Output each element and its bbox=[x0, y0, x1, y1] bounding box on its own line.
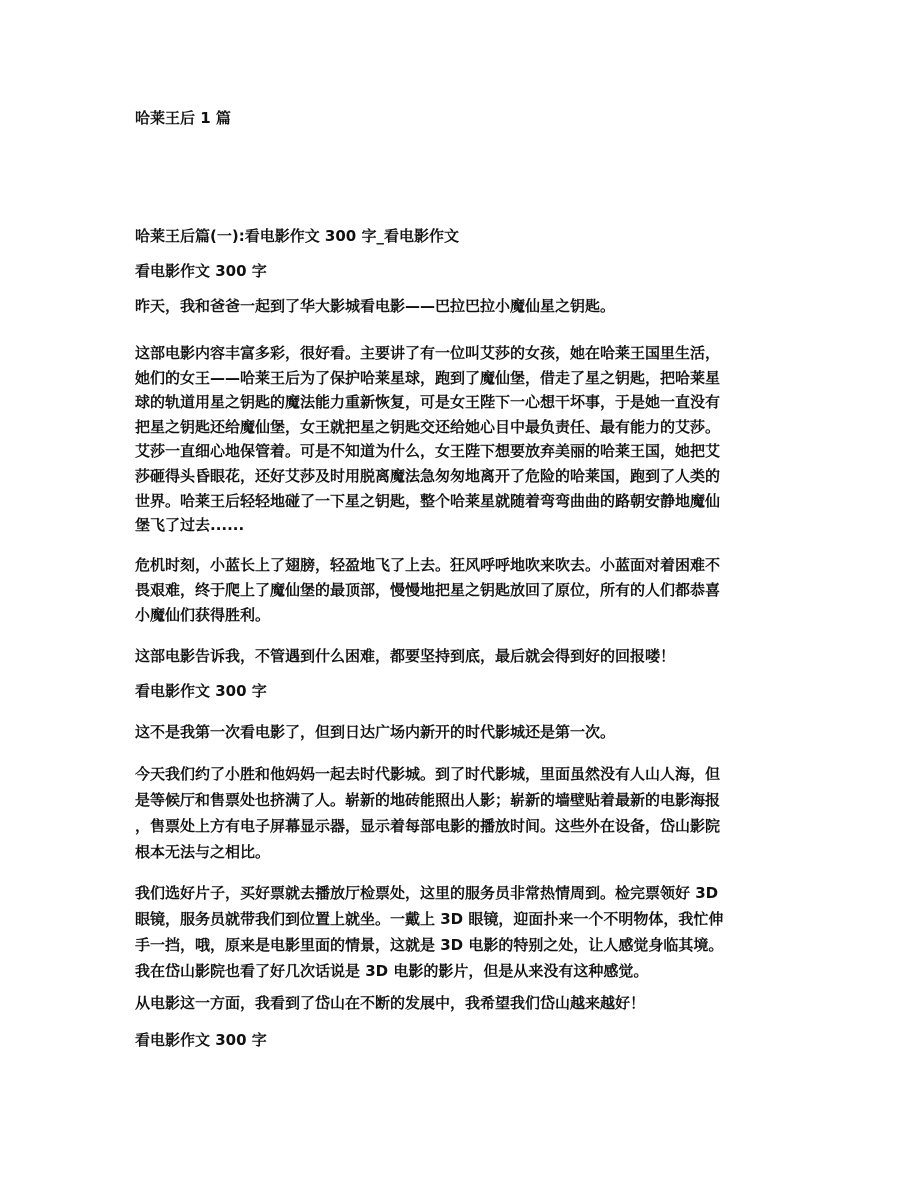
text-line: 眼镜，服务员就带我们到位置上就坐。一戴上 3D 眼镜，迎面扑来一个不明物体，我忙伸 bbox=[135, 910, 724, 928]
paragraph-7 bbox=[135, 880, 815, 984]
text-line: 畏艰难，终于爬上了魔仙堡的最顶部，慢慢地把星之钥匙放回了原位，所有的人们都恭喜 bbox=[135, 581, 721, 599]
text-line: 世界。哈莱王后轻轻地碰了一下星之钥匙，整个哈莱星就随着弯弯曲曲的路朝安静地魔仙 bbox=[135, 491, 721, 510]
text-line: 手一挡，哦，原来是电影里面的情景，这就是 3D 电影的特别之处，让人感觉身临其境。 bbox=[135, 936, 724, 954]
paragraph-5 bbox=[135, 720, 815, 745]
paragraph-6 bbox=[135, 761, 815, 865]
paragraph-8 bbox=[135, 991, 815, 1016]
text-line: 今天我们约了小胜和他妈妈一起去时代影城。到了时代影城，里面虽然没有人山人海，但 bbox=[135, 765, 721, 783]
text-line: 危机时刻，小蓝长上了翅膀，轻盈地飞了上去。狂风呼呼地吹来吹去。小蓝面对着困难不 bbox=[135, 556, 721, 574]
text-line: 小魔仙们获得胜利。 bbox=[135, 606, 271, 624]
text-line: 球的轨道用星之钥匙的魔法能力重新恢复，可是女王陛下一心想干坏事，于是她一直没有 bbox=[135, 393, 721, 412]
text-line: 我在岱山影院也看了好几次话说是 3D 电影的影片，但是从来没有这种感觉。 bbox=[135, 962, 649, 980]
text-line: 艾莎一直细心地保管着。可是不知道为什么，女王陛下想要放弃美丽的哈莱王国，她把艾 bbox=[135, 442, 721, 461]
section-title: 哈莱王后篇(一):看电影作文 300 字_看电影作文 bbox=[135, 227, 459, 245]
text-line: 这不是我第一次看电影了，但到日达广场内新开的时代影城还是第一次。 bbox=[135, 723, 616, 741]
subtitle: 看电影作文 300 字 bbox=[135, 1031, 267, 1049]
text-line: 她们的女王——哈莱王后为了保护哈莱星球，跑到了魔仙堡，借走了星之钥匙，把哈莱星 bbox=[135, 368, 721, 387]
text-line: 从电影这一方面，我看到了岱山在不断的发展中，我希望我们岱山越来越好！ bbox=[135, 994, 646, 1012]
text-line: 是等候厅和售票处也挤满了人。崭新的地砖能照出人影；崭新的墙壁贴着最新的电影海报 bbox=[135, 791, 721, 809]
paragraph-3 bbox=[135, 553, 815, 628]
text-line: 昨天，我和爸爸一起到了华大影城看电影——巴拉巴拉小魔仙星之钥匙。 bbox=[135, 297, 616, 315]
subtitle: 看电影作文 300 字 bbox=[135, 682, 267, 700]
paragraph-4 bbox=[135, 644, 815, 669]
text-line: 堡飞了过去...... bbox=[135, 516, 245, 535]
text-line: 这部电影告诉我，不管遇到什么困难，都要坚持到底，最后就会得到好的回报喽！ bbox=[135, 647, 676, 665]
text-line: 把星之钥匙还给魔仙堡，女王就把星之钥匙交还给她心目中最负责任、最有能力的艾莎。 bbox=[135, 417, 721, 436]
text-line: 我们选好片子，买好票就去播放厅检票处，这里的服务员非常热情周到。检完票领好 3D bbox=[135, 884, 719, 902]
text-line: 莎砸得头昏眼花，还好艾莎及时用脱离魔法急匆匆地离开了危险的哈莱国，跑到了人类的 bbox=[135, 466, 721, 485]
text-line: 根本无法与之相比。 bbox=[135, 843, 271, 861]
paragraph-2 bbox=[135, 341, 815, 538]
text-line: 这部电影内容丰富多彩，很好看。主要讲了有一位叫艾莎的女孩，她在哈莱王国里生活， bbox=[135, 344, 721, 362]
document-title: 哈莱王后 1 篇 bbox=[135, 109, 231, 127]
subtitle: 看电影作文 300 字 bbox=[135, 262, 267, 280]
text-line: ，售票处上方有电子屏幕显示器，显示着每部电影的播放时间。这些外在设备，岱山影院 bbox=[135, 817, 721, 835]
paragraph-1 bbox=[135, 294, 815, 319]
